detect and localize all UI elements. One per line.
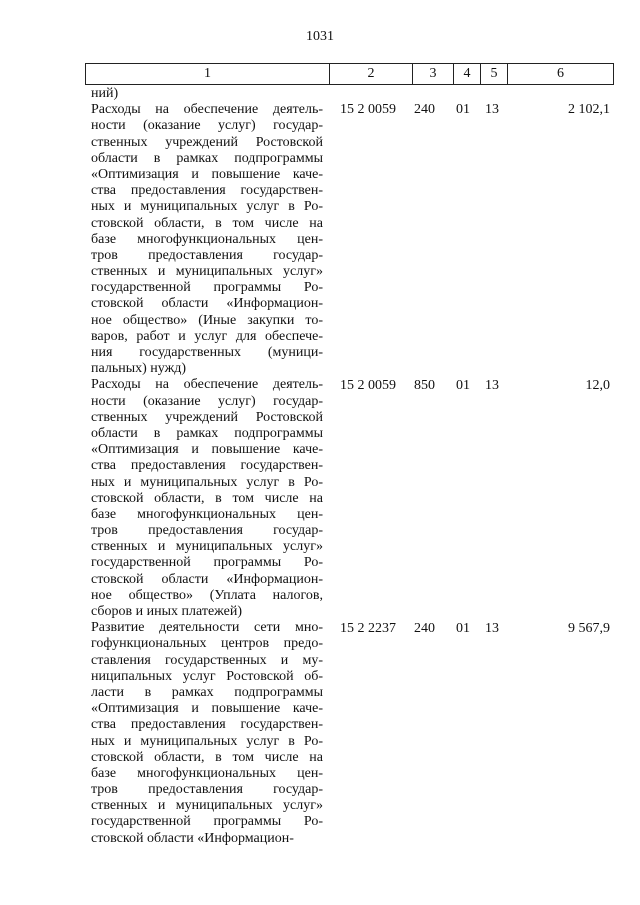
- row-description-line: Развитие деятельности сети мно-: [91, 620, 323, 636]
- header-col-3: 3: [413, 64, 454, 85]
- row-vr: 850: [414, 377, 435, 393]
- row-description-line: варов, работ и услуг для обеспече-: [91, 328, 323, 344]
- row-description-line: государственной программы Ро-: [91, 814, 323, 830]
- row-pr: 13: [485, 102, 499, 118]
- page-number: 1031: [306, 29, 334, 44]
- row-description-line: стовской области, в том числе на: [91, 215, 323, 231]
- row-description-line: Расходы на обеспечение деятель-: [91, 377, 323, 393]
- row-description-line: ния государственных (муници-: [91, 345, 323, 360]
- row-code: 15 2 0059: [340, 102, 396, 118]
- row-code: 15 2 2237: [340, 620, 396, 636]
- row-description-line: ства предоставления государствен-: [91, 717, 323, 733]
- row-sum: 12,0: [585, 377, 610, 393]
- row-pr: 13: [485, 620, 499, 636]
- table-row-text: [91, 620, 323, 847]
- table-row-text: [91, 377, 323, 620]
- row-description-line: ности (оказание услуг) государ-: [91, 393, 323, 409]
- row-rz: 01: [456, 620, 470, 636]
- header-col-6: 6: [508, 64, 614, 85]
- row-description-line: области в рамках подпрограммы: [91, 150, 323, 166]
- row-rz: 01: [456, 102, 470, 118]
- row-description-line: ственных учреждений Ростовской: [91, 134, 323, 150]
- row-description-line: стовской области «Информацион-: [91, 296, 323, 312]
- table-row-values: [330, 621, 610, 638]
- table-header: [85, 63, 614, 85]
- row-description-line: гофункциональных центров предо-: [91, 636, 323, 652]
- row-description-line: ных и муниципальных услуг в Ро-: [91, 199, 323, 215]
- row-description-line: тров предоставления государ-: [91, 247, 323, 263]
- row-description-line: Расходы на обеспечение деятель-: [91, 102, 323, 118]
- row-description-line: области в рамках подпрограммы: [91, 425, 323, 441]
- row-description-line: «Оптимизация и повышение каче-: [91, 442, 323, 458]
- row-description-line: «Оптимизация и повышение каче-: [91, 701, 323, 717]
- row-description-line: ных и муниципальных услуг в Ро-: [91, 733, 323, 749]
- row-description-line: ласти в рамках подпрограммы: [91, 684, 323, 700]
- row-vr: 240: [414, 620, 435, 636]
- row-description-line: стовской области, в том числе на: [91, 749, 323, 765]
- row-pr: 13: [485, 377, 499, 393]
- row-description-line: ственных и муниципальных услуг»: [91, 798, 323, 814]
- row-description-line: «Оптимизация и повышение каче-: [91, 166, 323, 182]
- row-description-line: ставления государственных и му-: [91, 652, 323, 668]
- table-row-text: [91, 102, 323, 377]
- row-description-line: ниципальных услуг Ростовской об-: [91, 668, 323, 684]
- row-description-line: ное общество» (Уплата налогов,: [91, 587, 323, 603]
- row-description-line: ственных учреждений Ростовской: [91, 409, 323, 425]
- row-description-line: базе многофункциональных цен-: [91, 765, 323, 781]
- row-description-line: базе многофункциональных цен-: [91, 231, 323, 247]
- row-description-line: стовской области, в том числе на: [91, 490, 323, 506]
- row-description-line: тров предоставления государ-: [91, 782, 323, 798]
- row-rz: 01: [456, 377, 470, 393]
- table-row-values: [330, 378, 610, 395]
- table-body-text: [91, 86, 323, 847]
- row-description-line: государственной программы Ро-: [91, 280, 323, 296]
- row-description-line: ное общество» (Иные закупки то-: [91, 312, 323, 328]
- row-description-line: стовской области «Информацион-: [91, 830, 294, 846]
- row-description-line: ственных и муниципальных услуг»: [91, 264, 323, 280]
- header-col-5: 5: [481, 64, 508, 85]
- row-description-line: ства предоставления государствен-: [91, 183, 323, 199]
- row-description-line: ственных и муниципальных услуг»: [91, 539, 323, 555]
- table-row-values: [330, 102, 610, 119]
- row-description-line: базе многофункциональных цен-: [91, 506, 323, 522]
- row-description-line: сборов и иных платежей): [91, 604, 243, 619]
- row-description-line: стовской области «Информацион-: [91, 571, 323, 587]
- row-description-line: тров предоставления государ-: [91, 523, 323, 539]
- header-col-1: 1: [86, 64, 330, 85]
- row-description-line: ных и муниципальных услуг в Ро-: [91, 474, 323, 490]
- row-description-line: государственной программы Ро-: [91, 555, 323, 571]
- header-col-2: 2: [330, 64, 413, 85]
- row-description-line: пальных) нужд): [91, 361, 187, 377]
- continuation-line: ний): [91, 86, 119, 101]
- rows-container: [91, 102, 323, 847]
- header-col-4: 4: [454, 64, 481, 85]
- row-sum: 9 567,9: [568, 620, 610, 636]
- row-vr: 240: [414, 102, 435, 118]
- row-description-line: ства предоставления государствен-: [91, 458, 323, 474]
- row-code: 15 2 0059: [340, 377, 396, 393]
- row-sum: 2 102,1: [568, 102, 610, 118]
- row-description-line: ности (оказание услуг) государ-: [91, 118, 323, 134]
